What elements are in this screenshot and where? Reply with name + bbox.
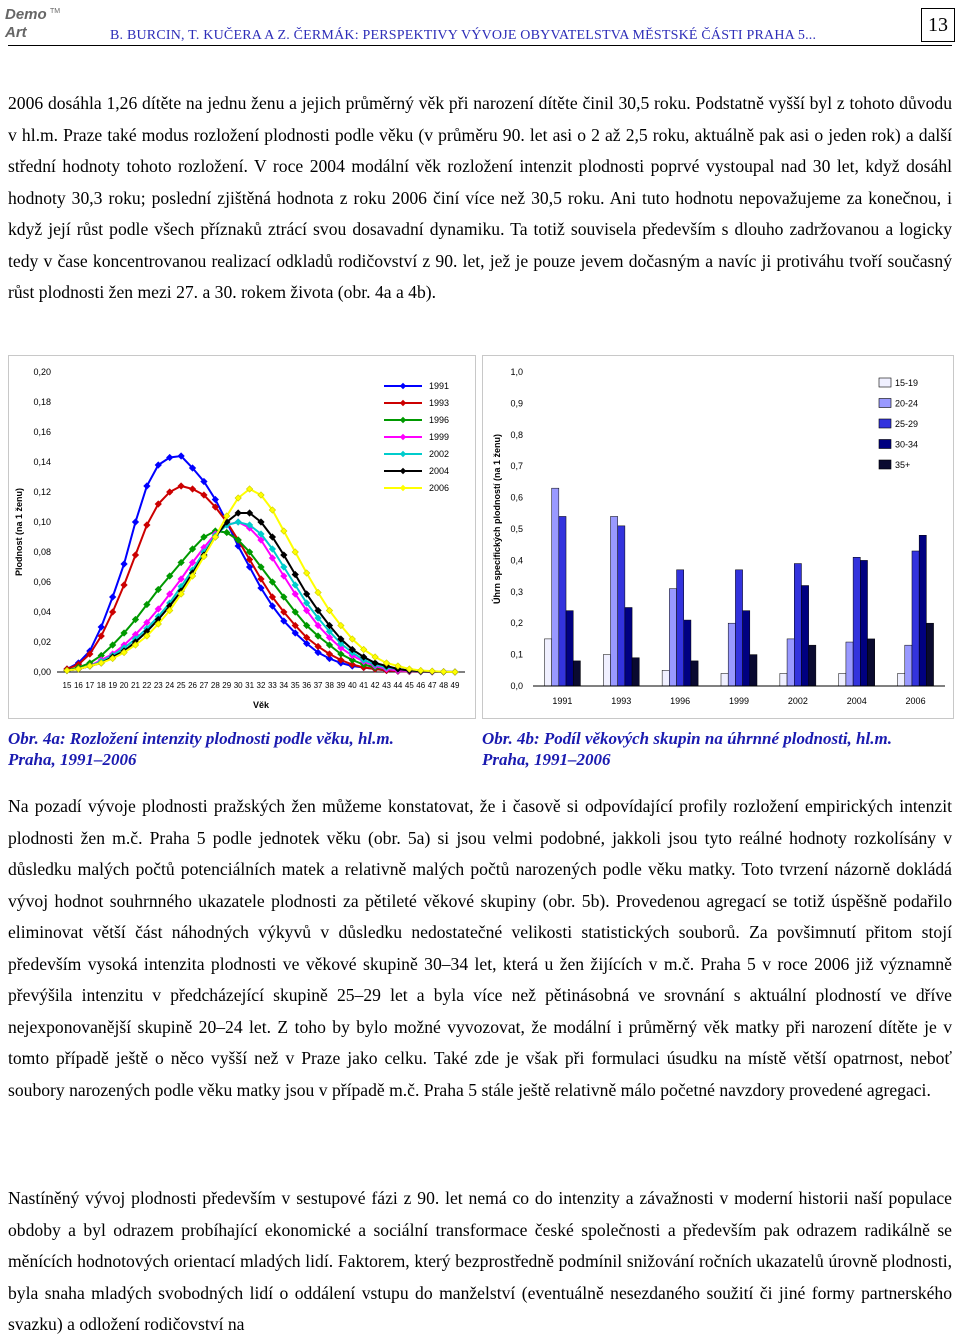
figure-4a-frame xyxy=(8,355,476,719)
y-tick-label: 0,7 xyxy=(510,461,523,472)
x-tick-label: 36 xyxy=(302,681,312,690)
bar-1996-35+ xyxy=(691,661,698,686)
x-tick-label: 37 xyxy=(313,681,323,690)
y-tick-label: 0,9 xyxy=(510,398,523,409)
bar-1991-35+ xyxy=(573,661,580,686)
y-tick-label: 0,8 xyxy=(510,429,523,440)
legend-label: 25-29 xyxy=(895,419,919,429)
legend-marker xyxy=(400,400,406,406)
legend-label: 1999 xyxy=(429,432,450,442)
x-tick-label: 26 xyxy=(188,681,197,690)
bar-2004-20-24 xyxy=(846,642,853,686)
running-header: B. BURCIN, T. KUČERA A Z. ČERMÁK: PERSPEKTIVY VÝVOJE OBYVATELSTVA MĚSTSKÉ ČÁSTI PRAHA 5... xyxy=(110,28,817,43)
legend-marker xyxy=(400,383,406,389)
x-tick-label: 18 xyxy=(96,681,106,690)
data-point xyxy=(452,669,458,675)
bar-1993-35+ xyxy=(632,658,639,686)
legend-marker xyxy=(400,434,406,440)
x-tick-label: 40 xyxy=(347,681,357,690)
y-tick-label: 1,0 xyxy=(510,367,523,377)
x-tick-label: 31 xyxy=(245,681,255,690)
bar-2004-25-29 xyxy=(853,557,860,686)
bar-1993-30-34 xyxy=(625,608,632,687)
x-tick-label: 25 xyxy=(176,681,186,690)
bar-1991-20-24 xyxy=(552,488,559,686)
bar-1991-25-29 xyxy=(559,516,566,686)
x-tick-label: 48 xyxy=(439,681,449,690)
y-tick-label: 0,14 xyxy=(33,457,51,467)
x-tick-label: 28 xyxy=(210,681,220,690)
bar-1999-35+ xyxy=(750,655,757,686)
x-tick-label: 46 xyxy=(416,681,426,690)
x-tick-label: 38 xyxy=(325,681,334,690)
legend-label: 35+ xyxy=(895,460,911,470)
y-tick-label: 0,08 xyxy=(33,547,51,557)
data-point xyxy=(132,552,138,558)
bar-1993-20-24 xyxy=(610,516,617,686)
bar-1991-30-34 xyxy=(566,611,573,686)
data-point xyxy=(429,668,435,674)
figure-4b-frame xyxy=(482,355,954,719)
bar-2002-20-24 xyxy=(787,639,794,686)
bar-2002-30-34 xyxy=(801,586,808,686)
y-tick-label: 0,2 xyxy=(510,618,523,629)
header-rule xyxy=(8,45,952,46)
legend-label: 2004 xyxy=(429,466,450,476)
legend-label: 1993 xyxy=(429,398,450,408)
legend-marker xyxy=(400,468,406,474)
x-tick-label: 32 xyxy=(256,681,266,690)
bar-1996-30-34 xyxy=(684,620,691,686)
bar-2002-15-19 xyxy=(780,673,787,686)
y-tick-label: 0,12 xyxy=(33,487,51,497)
bar-1999-20-24 xyxy=(728,623,735,686)
y-tick-label: 0,6 xyxy=(510,492,523,503)
y-tick-label: 0,20 xyxy=(33,367,51,377)
legend-marker xyxy=(400,417,406,423)
legend-label: 2002 xyxy=(429,449,450,459)
y-tick-label: 0,16 xyxy=(33,427,51,437)
x-tick-label: 47 xyxy=(427,681,437,690)
y-axis-title: Úhrn specifických plodností (na 1 ženu) xyxy=(492,433,502,605)
data-point xyxy=(132,519,138,525)
figure-4b-chart xyxy=(483,356,953,718)
bar-2002-25-29 xyxy=(794,564,801,686)
y-tick-label: 0,0 xyxy=(510,681,523,691)
legend-label: 20-24 xyxy=(895,398,919,409)
legend-label: 30-34 xyxy=(895,439,919,450)
y-tick-label: 0,02 xyxy=(33,637,51,647)
x-tick-label: 39 xyxy=(336,681,346,690)
page-number: 13 xyxy=(921,8,955,42)
figure-4b-caption: Obr. 4b: Podíl věkových skupin na úhrnné plodnosti, hl.m. Praha, 1991–2006 xyxy=(482,729,892,769)
legend-swatch xyxy=(879,399,891,408)
legend-label: 2006 xyxy=(429,483,450,493)
x-tick-label: 29 xyxy=(222,681,232,690)
x-tick-label: 24 xyxy=(165,681,175,690)
bar-2002-35+ xyxy=(809,645,816,686)
x-tick-label: 35 xyxy=(290,681,300,690)
bar-2006-15-19 xyxy=(898,673,905,686)
y-tick-label: 0,3 xyxy=(510,586,523,597)
x-tick-label: 1993 xyxy=(611,696,632,706)
x-tick-label: 43 xyxy=(382,681,391,690)
y-tick-label: 0,00 xyxy=(33,667,51,677)
data-point xyxy=(121,582,127,588)
bar-2004-30-34 xyxy=(860,560,867,686)
y-tick-label: 0,18 xyxy=(33,397,51,407)
bar-1999-30-34 xyxy=(743,611,750,686)
bar-2006-20-24 xyxy=(905,645,912,686)
bar-1999-25-29 xyxy=(735,570,742,686)
logo-tm: TM xyxy=(50,8,61,15)
x-tick-label: 19 xyxy=(108,681,118,690)
x-tick-label: 2004 xyxy=(846,696,867,706)
x-tick-label: 20 xyxy=(119,681,129,690)
x-tick-label: 2006 xyxy=(905,696,926,706)
x-tick-label: 30 xyxy=(233,681,243,690)
bar-1996-25-29 xyxy=(677,570,684,686)
x-tick-label: 33 xyxy=(267,681,277,690)
bar-2004-35+ xyxy=(868,639,875,686)
legend-marker xyxy=(400,451,406,457)
bar-2006-30-34 xyxy=(919,535,926,686)
x-tick-label: 1999 xyxy=(728,696,750,706)
legend-swatch xyxy=(879,460,891,469)
y-tick-label: 0,5 xyxy=(510,524,523,534)
legend-marker xyxy=(400,485,406,491)
y-tick-label: 0,4 xyxy=(510,555,523,566)
data-point xyxy=(109,609,115,615)
bar-2004-15-19 xyxy=(839,673,846,686)
legend-label: 15-19 xyxy=(895,378,919,388)
body-paragraph-2: Nastíněný vývoj plodnosti především v sestupové fázi z 90. let nemá co do intenzity a závažnosti v moderní historii naší populace obdoby a byl odrazem probíhající ekonomické a sociální transformace české společnosti a především pak odrazem radikálně se měnících hodnotových orientací mladých lidí. Faktorem, který bezprostředně podmínil snižování ročních ukazatelů úrovně plodnosti, byla snaha mladých svobodných lidí o oddálení vstupu do manželství (eventuálně nesezdaného soužití či jiné formy partnerského svazku) a odložení rodičovství na xyxy=(8,1188,952,1334)
bar-1991-15-19 xyxy=(544,639,551,686)
bar-1993-25-29 xyxy=(618,526,625,686)
legend-swatch xyxy=(879,440,891,449)
bar-1996-20-24 xyxy=(669,589,676,686)
data-point xyxy=(109,594,115,600)
legend-label: 1996 xyxy=(429,415,450,425)
figure-4a-chart xyxy=(9,356,475,718)
x-axis-title: Věk xyxy=(252,700,270,710)
x-tick-label: 41 xyxy=(359,681,369,690)
logo-line-2: Art xyxy=(5,24,27,40)
y-axis-title: Plodnost (na 1 ženu) xyxy=(14,487,24,577)
bar-2006-25-29 xyxy=(912,551,919,686)
bar-1996-15-19 xyxy=(662,670,669,686)
bar-1993-15-19 xyxy=(603,655,610,686)
x-tick-label: 16 xyxy=(73,681,83,690)
figure-4a-caption: Obr. 4a: Rozložení intenzity plodnosti podle věku, hl.m. Praha, 1991–2006 xyxy=(8,729,394,769)
y-tick-label: 0,1 xyxy=(510,649,523,660)
x-tick-label: 17 xyxy=(85,681,95,690)
x-tick-label: 22 xyxy=(142,681,152,690)
x-tick-label: 45 xyxy=(404,681,414,690)
legend-label: 1991 xyxy=(429,381,450,391)
demoart-logo xyxy=(4,4,66,40)
data-point xyxy=(440,669,446,675)
logo-line-1: Demo xyxy=(5,6,47,23)
x-tick-label: 15 xyxy=(62,681,72,690)
x-tick-label: 42 xyxy=(370,681,380,690)
x-tick-label: 34 xyxy=(279,681,289,690)
x-tick-label: 23 xyxy=(153,681,163,690)
body-paragraph-1: Na pozadí vývoje plodnosti pražských žen můžeme konstatovat, že i časově si odpovídající profily rozložení empirických intenzit plodnosti žen m.č. Praha 5 podle jednotek věku (obr. 5a) si jsou velmi podobné, jakkoli jsou tyto reálné hodnoty rozkolísány v důsledku malých počtů potenciálních matek a relativně malých počtů narozených podle věku matky. Toto tvrzení názorně dokládá vývoj hodnot souhrnného ukazatele plodnosti za pětileté věkové skupiny (obr. 5b). Provedenou agregací se totiž úspěšně podařilo eliminovat větší část náhodných výkyvů v důsledku nedostatečné velikosti statistických souborů. Za povšimnutí přitom stojí především vysoká intenzita plodnosti ve věkové skupině 30–34 let, která u žen žijících v m.č. Praha 5 v roce 2006 již významně převýšila intenzitu v předcházející skupině 25–29 let a byla více než pětinásobná ve srovnání s aktuální plodností ve dříve nejexponovanější skupině 20–24 let. Z toho by bylo možné vyvozovat, že modální i průměrný věk matky při narození dítěte je v tomto případě ještě o něco vyšší než v Praze jako celku. Také zde je však při formulaci úsudku na místě větší opatrnost, neboť soubory narozených podle věku matky jsou v případě m.č. Praha 5 stále ještě relativně málo početné navzdory provedené agregaci. xyxy=(8,796,952,1100)
x-tick-label: 1991 xyxy=(552,696,573,706)
data-point xyxy=(121,561,127,567)
y-tick-label: 0,10 xyxy=(33,517,51,527)
body-paragraph-top: 2006 dosáhla 1,26 dítěte na jednu ženu a jejich průměrný věk při narození dítěte činil 30,5 roku. Podstatně vyšší byl z tohoto důvodu v hl.m. Praze také modus rozložení plodnosti podle věku (v průměru 90. let asi o 2 až 2,5 roku, aktuálně pak asi o jeden rok) a další střední hodnoty tohoto rozložení. V roce 2004 modální věk rozložení intenzit plodnosti poprvé vystoupal nad 30 let, když dosáhl hodnoty 30,3 roku; poslední zjištěná hodnota z roku 2006 činí více než 30,5 roku. Ani tuto hodnotu nepovažujeme za konečnou, i když její růst podle všech příznaků ztrácí svou dosavadní dynamiku. Ta totiž souvisela především s dlouho zadržovanou a logicky tedy v čase koncentrovanou realizací odkladů rodičovství z 90. let, jež je pouze jevem dočasným a navíc ji protiváhu tvoří současný růst plodnosti žen mezi 27. a 30. rokem života (obr. 4a a 4b). xyxy=(8,93,952,302)
x-tick-label: 2002 xyxy=(787,696,808,706)
x-tick-label: 1996 xyxy=(670,696,691,706)
legend-swatch xyxy=(879,378,891,387)
legend-swatch xyxy=(879,419,891,428)
x-tick-label: 44 xyxy=(393,681,403,690)
y-tick-label: 0,06 xyxy=(33,577,51,587)
bar-1999-15-19 xyxy=(721,673,728,686)
x-tick-label: 21 xyxy=(131,681,140,690)
x-tick-label: 27 xyxy=(199,681,209,690)
bar-2006-35+ xyxy=(926,623,933,686)
x-tick-label: 49 xyxy=(450,681,460,690)
y-tick-label: 0,04 xyxy=(33,607,51,617)
